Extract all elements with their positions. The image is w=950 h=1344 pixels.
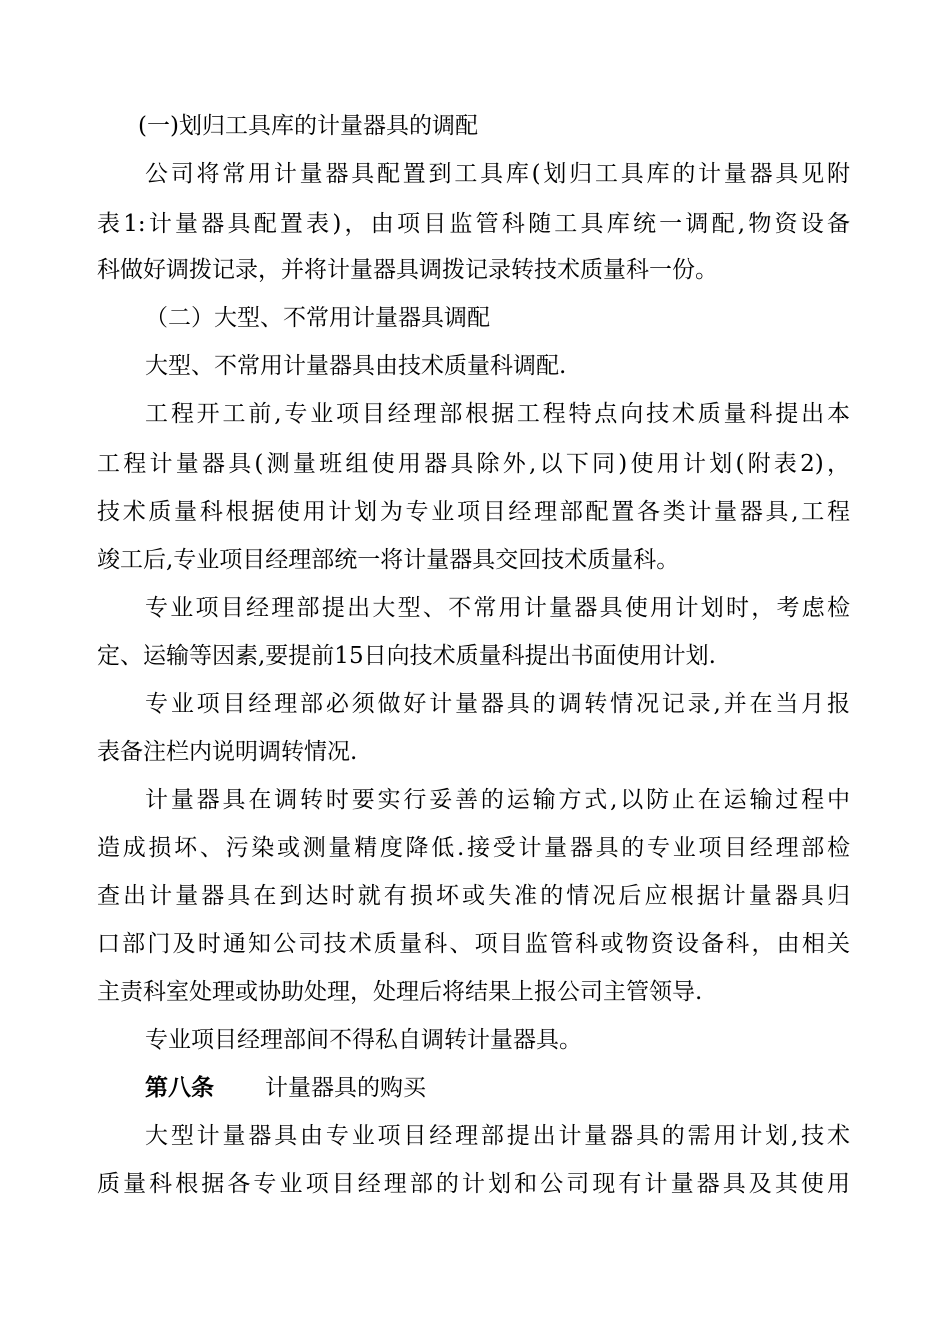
paragraph-line: 造成损坏、污染或测量精度降低.接受计量器具的专业项目经理部检 (97, 835, 850, 861)
paragraph-line: 专业项目经理部提出大型、不常用计量器具使用计划时，考虑检 (145, 595, 850, 621)
subheading-2: （二）大型、不常用计量器具调配 (145, 305, 490, 331)
paragraph-line: 专业项目经理部必须做好计量器具的调转情况记录,并在当月报 (145, 691, 850, 717)
paragraph-line: 计量器具在调转时要实行妥善的运输方式,以防止在运输过程中 (145, 787, 850, 813)
article-title: 计量器具的购买 (265, 1075, 426, 1101)
paragraph-line: 科做好调拨记录，并将计量器具调拨记录转技术质量科一份。 (97, 257, 718, 283)
paragraph-line: 大型、不常用计量器具由技术质量科调配. (145, 353, 567, 379)
paragraph-line: 大型计量器具由专业项目经理部提出计量器具的需用计划,技术 (145, 1123, 850, 1149)
paragraph-line: 专业项目经理部间不得私自调转计量器具。 (145, 1027, 582, 1053)
paragraph-line: 定、运输等因素,要提前15日向技术质量科提出书面使用计划. (97, 643, 716, 669)
subheading-1: (一)划归工具库的计量器具的调配 (138, 113, 478, 139)
paragraph-line: 表1:计量器具配置表)，由项目监管科随工具库统一调配,物资设备 (97, 211, 850, 237)
paragraph-line: 表备注栏内说明调转情况. (97, 739, 358, 765)
paragraph-line: 质量科根据各专业项目经理部的计划和公司现有计量器具及其使用 (97, 1171, 850, 1197)
paragraph-line: 查出计量器具在到达时就有损坏或失准的情况后应根据计量器具归 (97, 883, 850, 909)
paragraph-line: 主责科室处理或协助处理，处理后将结果上报公司主管领导. (97, 979, 703, 1005)
paragraph-line: 竣工后,专业项目经理部统一将计量器具交回技术质量科。 (97, 547, 680, 573)
paragraph-line: 工程计量器具(测量班组使用器具除外,以下同)使用计划(附表2)， (97, 451, 850, 477)
paragraph-line: 技术质量科根据使用计划为专业项目经理部配置各类计量器具,工程 (97, 499, 850, 525)
paragraph-line: 公司将常用计量器具配置到工具库(划归工具库的计量器具见附 (145, 161, 850, 187)
article-number: 第八条 (145, 1074, 214, 1101)
paragraph-line: 口部门及时通知公司技术质量科、项目监管科或物资设备科，由相关 (97, 931, 850, 957)
paragraph-line: 工程开工前,专业项目经理部根据工程特点向技术质量科提出本 (145, 401, 850, 427)
